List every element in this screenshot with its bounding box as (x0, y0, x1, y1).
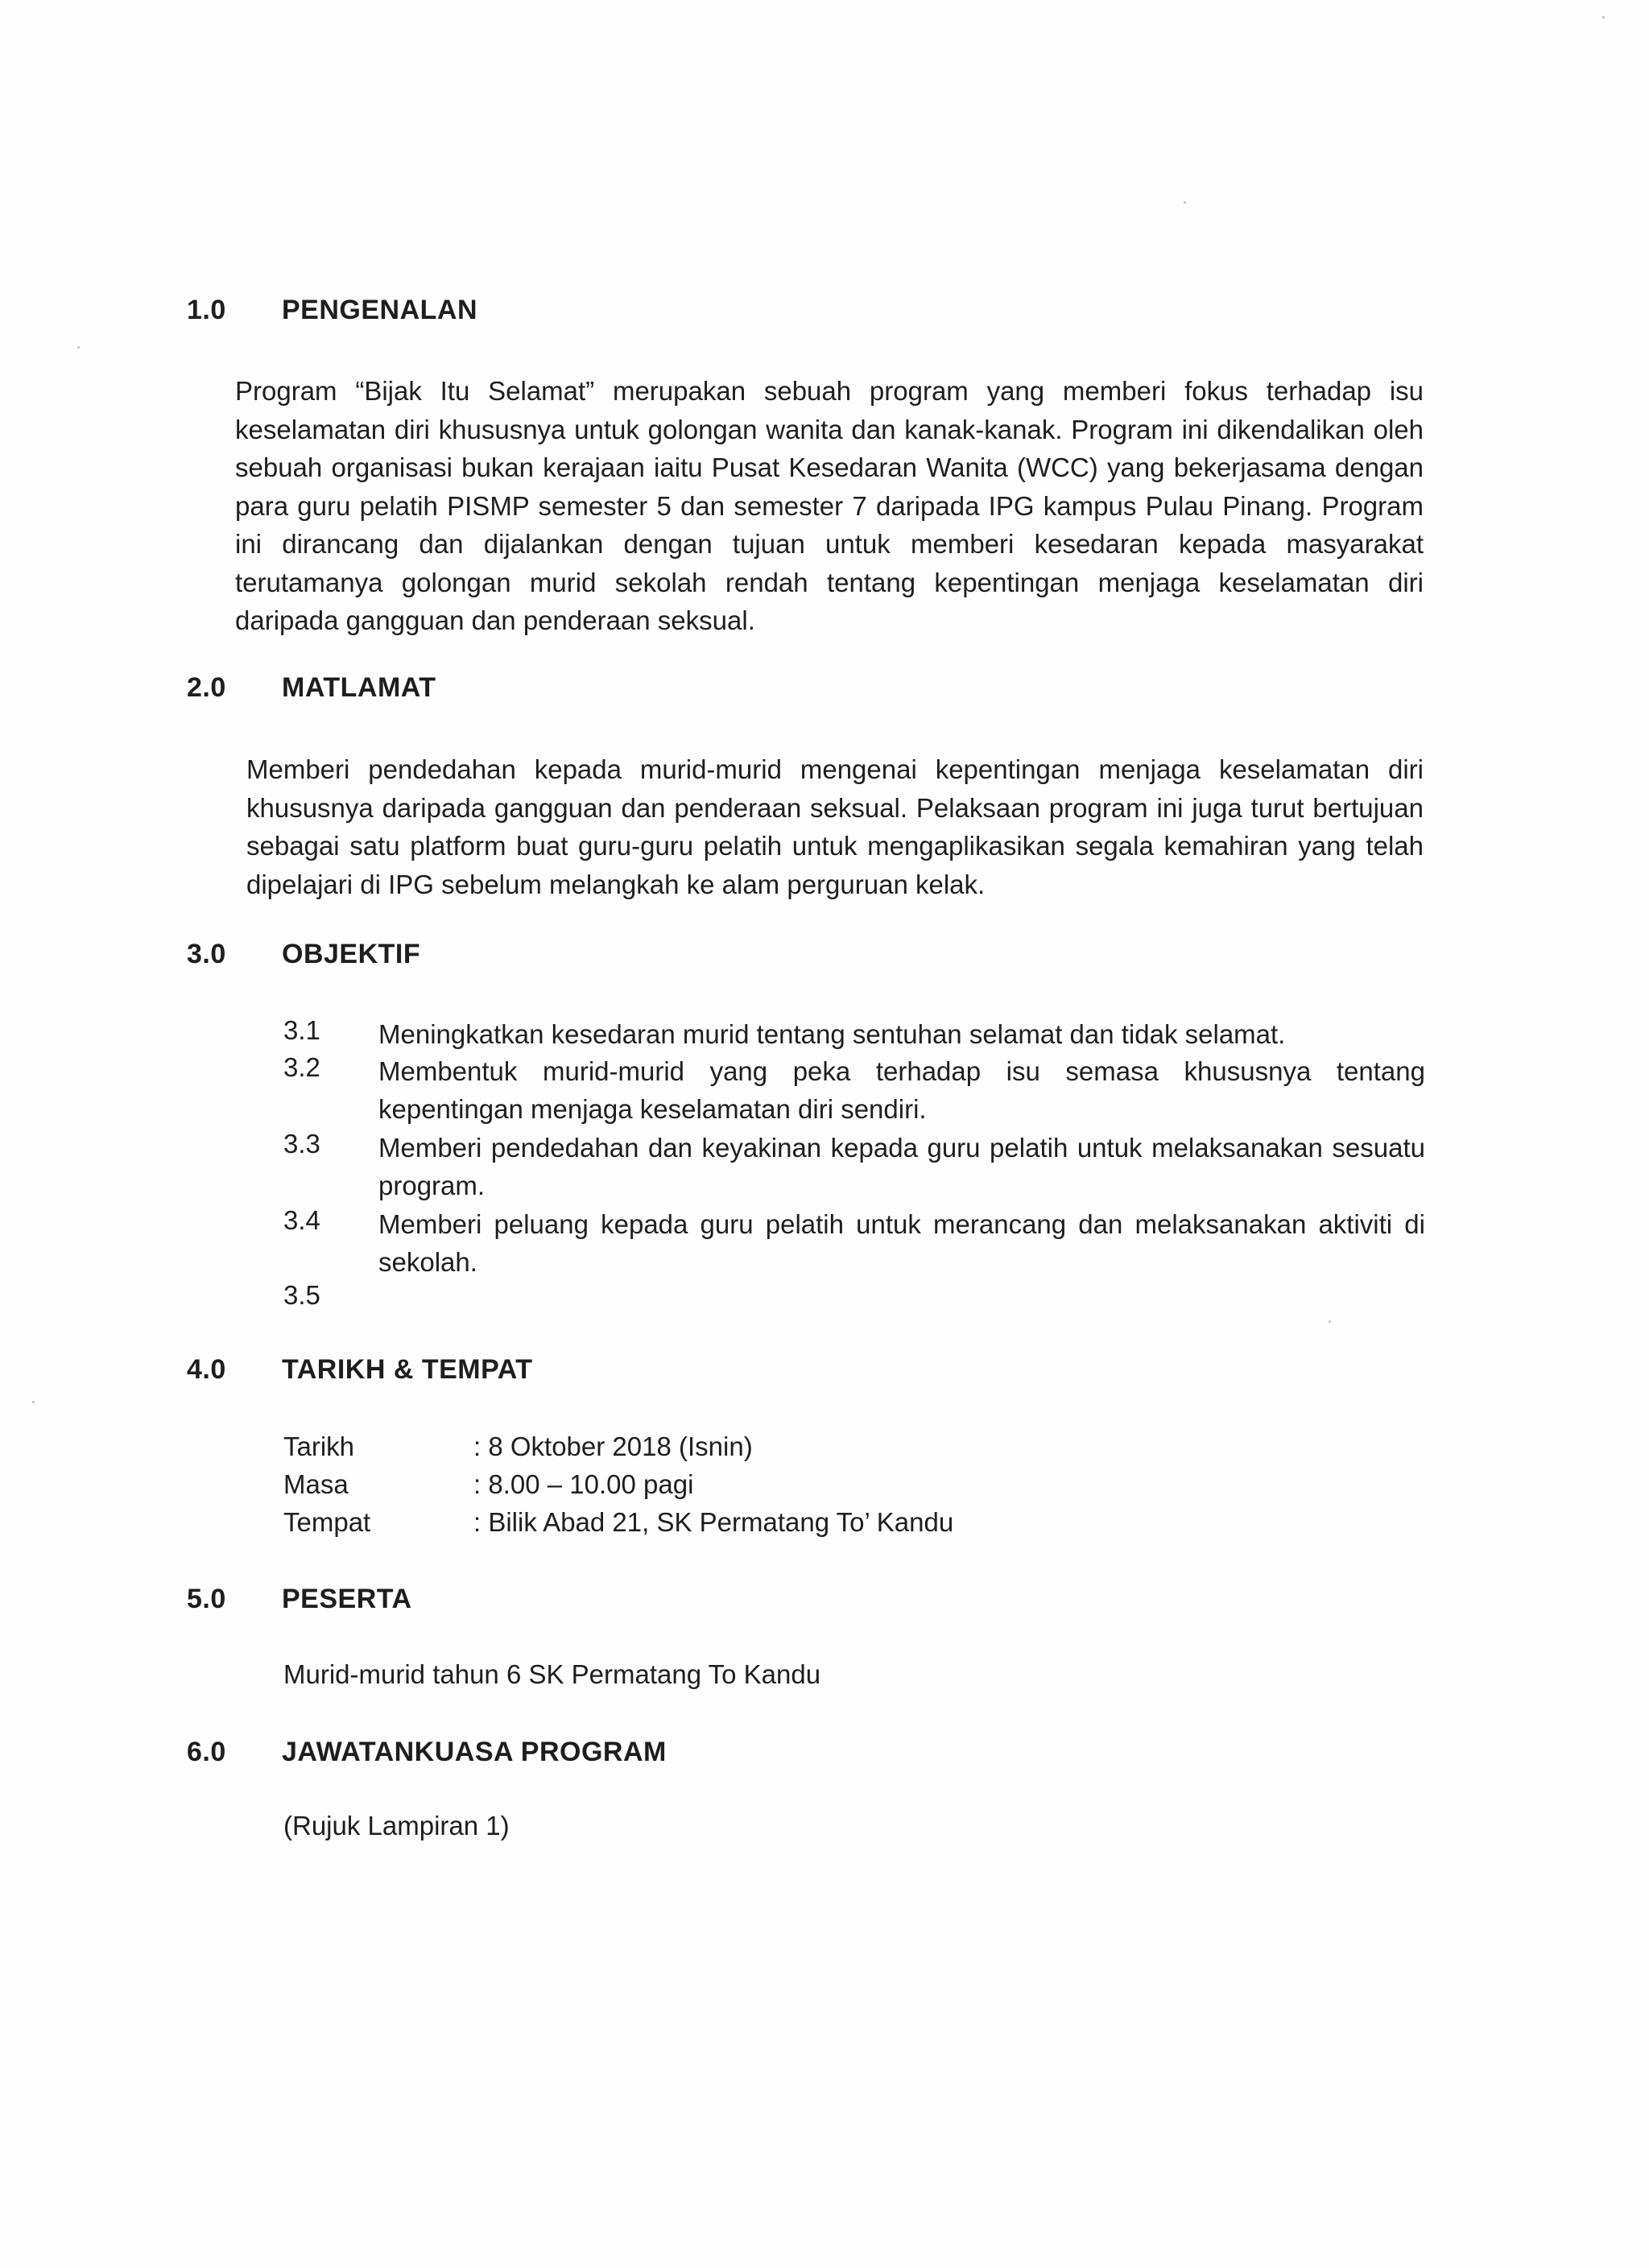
scan-speck (1329, 1320, 1331, 1323)
objective-number: 3.1 (283, 1015, 320, 1045)
section-number: 6.0 (187, 1737, 226, 1767)
section-paragraph: Memberi pendedahan kepada murid-murid mengenai kepentingan menjaga keselamatan diri khususnya daripada gangguan dan penderaan seksual. Pelaksaan program ini juga turut bertujuan sebagai satu platform buat guru-guru pelatih untuk mengaplikasikan segala kemahiran yang telah dipelajari di IPG sebelum melangkah ke alam perguruan kelak. (246, 754, 1424, 899)
section-number: 3.0 (187, 939, 226, 969)
section-heading: JAWATANKUASA PROGRAM (282, 1737, 667, 1767)
section-number: 5.0 (187, 1584, 226, 1614)
committee-reference: (Rujuk Lampiran 1) (283, 1811, 510, 1840)
section-number: 2.0 (187, 672, 226, 703)
section-heading: MATLAMAT (282, 672, 436, 703)
detail-label: Masa (283, 1469, 349, 1499)
scan-speck (77, 346, 80, 349)
section-heading: PESERTA (282, 1584, 412, 1614)
objective-number: 3.5 (283, 1280, 320, 1310)
objective-text: Memberi pendedahan dan keyakinan kepada guru pelatih untuk melaksanakan sesuatu program. (378, 1133, 1425, 1200)
scan-speck (1184, 201, 1186, 204)
section-heading: TARIKH & TEMPAT (282, 1354, 533, 1385)
detail-value: : 8 Oktober 2018 (Isnin) (473, 1431, 753, 1461)
objective-text: Membentuk murid-murid yang peka terhadap isu semasa khususnya tentang kepentingan menjaga keselamatan diri sendiri. (378, 1056, 1425, 1124)
section-number: 1.0 (187, 295, 226, 325)
detail-value: : 8.00 – 10.00 pagi (473, 1469, 694, 1499)
detail-label: Tarikh (283, 1431, 355, 1461)
objective-text: Meningkatkan kesedaran murid tentang sentuhan selamat dan tidak selamat. (378, 1019, 1286, 1049)
objective-number: 3.2 (283, 1052, 320, 1082)
scan-speck (1602, 16, 1605, 19)
scan-speck (32, 1401, 35, 1403)
section-paragraph: Program “Bijak Itu Selamat” merupakan sebuah program yang memberi fokus terhadap isu keselamatan diri khususnya untuk golongan wanita dan kanak-kanak. Program ini dikendalikan oleh sebuah organisasi bukan kerajaan iaitu Pusat Kesedaran Wanita (WCC) yang bekerjasama dengan para guru pelatih PISMP semester 5 dan semester 7 daripada IPG kampus Pulau Pinang. Program ini dirancang dan dijalankan dengan tujuan untuk memberi kesedaran kepada masyarakat terutamanya golongan murid sekolah rendah tentang kepentingan menjaga keselamatan diri daripada gangguan dan penderaan seksual. (235, 376, 1424, 635)
objective-text: Memberi peluang kepada guru pelatih untuk merancang dan melaksanakan aktiviti di sekolah. (378, 1209, 1425, 1277)
detail-label: Tempat (283, 1507, 371, 1537)
detail-value: : Bilik Abad 21, SK Permatang To’ Kandu (473, 1507, 954, 1537)
section-number: 4.0 (187, 1354, 226, 1385)
participants-text: Murid-murid tahun 6 SK Permatang To Kandu (283, 1659, 821, 1689)
section-heading: PENGENALAN (282, 295, 478, 325)
objective-number: 3.4 (283, 1205, 320, 1235)
section-heading: OBJEKTIF (282, 939, 421, 969)
objective-number: 3.3 (283, 1129, 320, 1159)
